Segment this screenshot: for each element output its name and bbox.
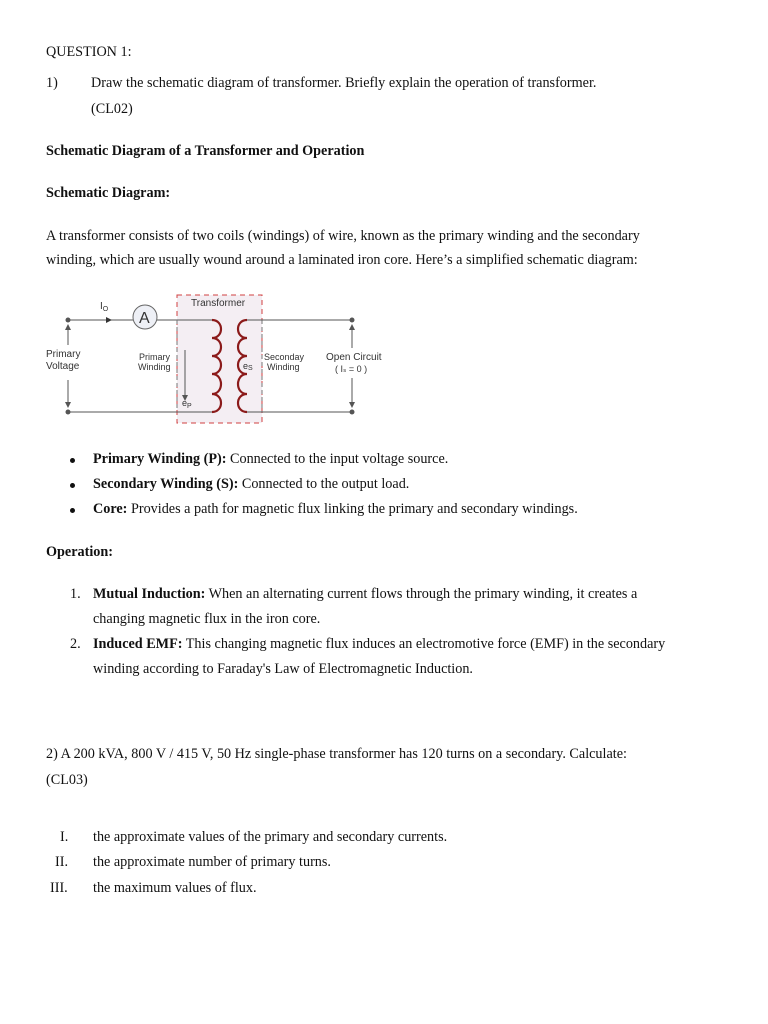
bullet-dot	[70, 508, 75, 513]
question-prompt-line2: (CL02)	[91, 101, 133, 117]
secondary-top-terminal	[350, 318, 355, 323]
list-item	[93, 636, 665, 653]
list-item	[93, 586, 637, 603]
primary-voltage-label-2: Voltage	[46, 361, 80, 372]
transformer-label: Transformer	[191, 298, 246, 309]
bullet-dot	[70, 483, 75, 488]
component-desc: Connected to the input voltage source.	[226, 451, 449, 467]
component-term: Secondary Winding (S):	[93, 476, 239, 492]
component-desc: Provides a path for magnetic flux linking the primary and secondary windings.	[127, 501, 578, 517]
section-title: Schematic Diagram of a Transformer and Operation	[46, 143, 365, 159]
output-arrow-down-head	[349, 402, 355, 408]
list-item	[93, 501, 578, 518]
operation-heading: Operation:	[46, 544, 113, 560]
roman-numeral: II.	[55, 854, 68, 870]
component-desc: Connected to the output load.	[238, 476, 410, 492]
operation-continuation: changing magnetic flux in the iron core.	[93, 611, 321, 627]
secondary-bottom-terminal	[350, 410, 355, 415]
component-term: Primary Winding (P):	[93, 451, 227, 467]
list-item	[93, 476, 409, 493]
operation-desc: This changing magnetic flux induces an electromotive force (EMF) in the secondary	[182, 636, 666, 652]
voltage-arrow-up-head	[65, 324, 71, 330]
intro-line2: winding, which are usually wound around a laminated iron core. Here’s a simplified schematic diagram:	[46, 252, 638, 268]
output-arrow-up-head	[349, 324, 355, 330]
operation-number: 1.	[70, 586, 81, 602]
roman-numeral: III.	[50, 880, 68, 896]
question-heading: QUESTION 1:	[46, 44, 132, 60]
primary-winding-label-2: Winding	[138, 362, 171, 372]
operation-term: Induced EMF:	[93, 636, 183, 652]
question2-line1: 2) A 200 kVA, 800 V / 415 V, 50 Hz single-phase transformer has 120 turns on a secondary. Calculate:	[46, 746, 627, 762]
transformer-schematic	[44, 290, 394, 430]
question-prompt-line1: Draw the schematic diagram of transformer. Briefly explain the operation of transformer.	[91, 75, 597, 91]
ammeter-label: A	[139, 310, 150, 327]
primary-bottom-terminal	[66, 410, 71, 415]
open-circuit-label-1: Open Circuit	[326, 352, 382, 363]
operation-continuation: winding according to Faraday's Law of Electromagnetic Induction.	[93, 661, 473, 677]
list-item	[93, 451, 448, 468]
primary-winding-label-1: Primary	[139, 352, 170, 362]
roman-numeral: I.	[60, 829, 69, 845]
voltage-arrow-down-head	[65, 402, 71, 408]
question-number: 1)	[46, 75, 58, 91]
operation-term: Mutual Induction:	[93, 586, 206, 602]
es-label: eS	[243, 361, 253, 372]
intro-line1: A transformer consists of two coils (windings) of wire, known as the primary winding and the secondary	[46, 228, 640, 244]
secondary-winding-label-1: Seconday	[264, 352, 305, 362]
list-item: the maximum values of flux.	[93, 880, 257, 896]
list-item: the approximate number of primary turns.	[93, 854, 331, 870]
ep-label: $e_P$	[182, 398, 192, 410]
component-term: Core:	[93, 501, 128, 517]
bullet-dot	[70, 458, 75, 463]
current-arrow-head	[106, 317, 112, 323]
current-label: $I_O$	[100, 301, 109, 313]
schematic-heading: Schematic Diagram:	[46, 185, 171, 201]
primary-voltage-label-1: Primary	[46, 349, 81, 360]
operation-number: 2.	[70, 636, 81, 652]
list-item: the approximate values of the primary and secondary currents.	[93, 829, 448, 845]
open-circuit-label-2: ( Iₛ = 0 )	[335, 364, 368, 374]
question2-line2: (CL03)	[46, 772, 88, 788]
primary-top-terminal	[66, 318, 71, 323]
operation-desc: When an alternating current flows through the primary winding, it creates a	[205, 586, 638, 602]
secondary-winding-label-2: Winding	[267, 362, 300, 372]
